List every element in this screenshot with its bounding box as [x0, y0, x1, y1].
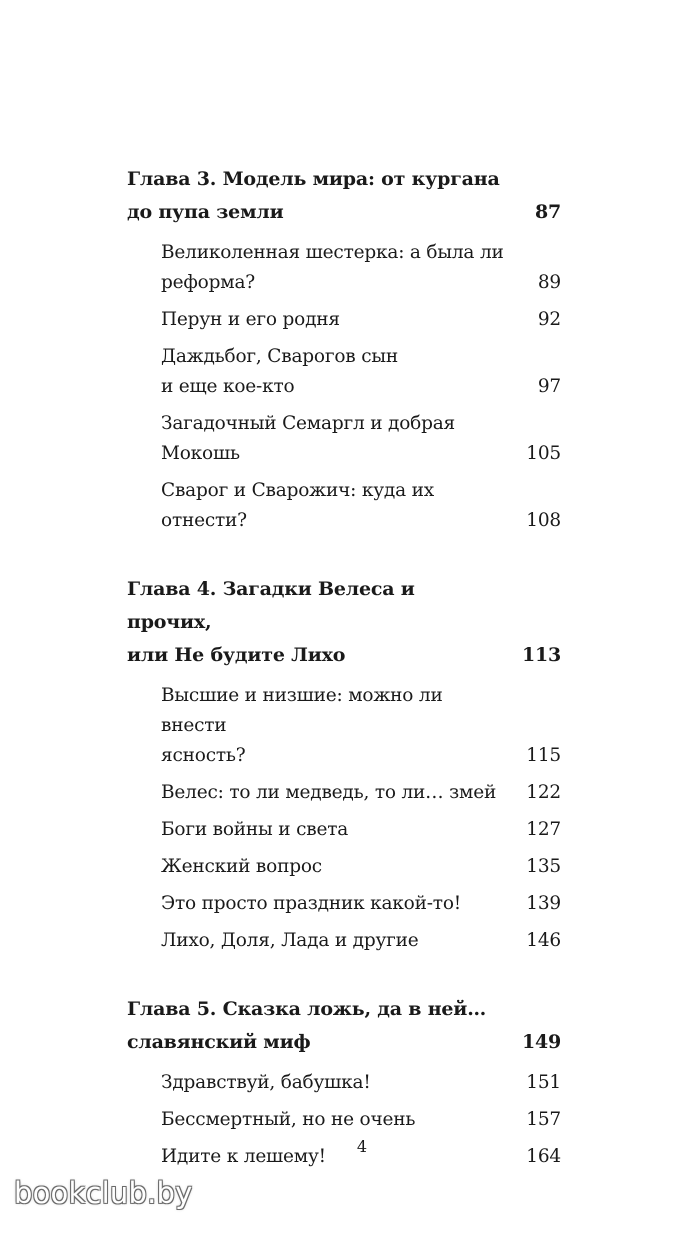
toc-entry [127, 238, 561, 298]
chapter-title-line: до пупа земли [127, 201, 284, 223]
entry-line: Это просто праздник какой-то! [161, 893, 462, 914]
entry-line: Женский вопрос [161, 856, 322, 877]
entry-line: Мокошь [161, 443, 240, 464]
entry-line: Сварог и Сварожич: куда их отнести? [161, 480, 434, 531]
entry-page-number: 164 [526, 1146, 561, 1167]
entry-page-number: 92 [537, 309, 561, 330]
entry-line: реформа? [161, 272, 255, 293]
entry-line: Великоленная шестерка: а была ли [161, 242, 504, 263]
entry-line: Бессмертный, но не очень [161, 1109, 416, 1130]
entry-page-number: 115 [526, 745, 561, 766]
entry-line: Здравствуй, бабушка! [161, 1072, 371, 1093]
entry-page-number: 146 [526, 930, 561, 951]
chapter-4 [127, 573, 561, 956]
toc-entry [127, 852, 561, 882]
entry-line: ясность? [161, 745, 246, 766]
chapter-title-line: Глава 5. Сказка ложь, да в ней… [127, 998, 487, 1020]
entry-line: Идите к лешему! [161, 1146, 326, 1167]
toc-entry [127, 1068, 561, 1098]
toc-entry [127, 926, 561, 956]
entry-page-number: 89 [537, 272, 561, 293]
toc-entry [127, 681, 561, 771]
chapter-title-line: Глава 4. Загадки Велеса и прочих, [127, 578, 415, 633]
chapter-title [127, 163, 561, 229]
chapter-entries [127, 672, 561, 956]
entry-line: Боги войны и света [161, 819, 349, 840]
chapter-title-line: Глава 3. Модель мира: от кургана [127, 168, 500, 190]
toc-entry [127, 409, 561, 469]
entry-line: и еще кое-кто [161, 376, 295, 397]
toc-entry [127, 1105, 561, 1135]
chapter-title-line: славянский миф [127, 1031, 311, 1053]
entry-page-number: 139 [526, 893, 561, 914]
entry-line: Высшие и низшие: можно ли внести [161, 685, 443, 736]
toc-entry [127, 305, 561, 335]
toc-entry [127, 889, 561, 919]
toc-entry [127, 778, 561, 808]
entry-page-number: 135 [526, 856, 561, 877]
chapter-title-line: или Не будите Лихо [127, 644, 346, 666]
entry-line: Лихо, Доля, Лада и другие [161, 930, 419, 951]
entry-page-number: 157 [526, 1109, 561, 1130]
chapter-title [127, 573, 561, 672]
entry-line: Даждьбог, Сварогов сын [161, 346, 399, 367]
entry-page-number: 105 [526, 443, 561, 464]
entry-page-number: 151 [526, 1072, 561, 1093]
chapter-page-number: 113 [521, 644, 561, 666]
table-of-contents [127, 163, 561, 1172]
chapter-entries [127, 229, 561, 536]
entry-line: Велес: то ли медведь, то ли… змей [161, 782, 497, 803]
entry-page-number: 127 [526, 819, 561, 840]
toc-entry [127, 815, 561, 845]
chapter-title [127, 993, 561, 1059]
toc-entry [127, 342, 561, 402]
chapter-3 [127, 163, 561, 536]
entry-page-number: 122 [526, 782, 561, 803]
entry-line: Загадочный Семаргл и добрая [161, 413, 456, 434]
entry-page-number: 97 [537, 376, 561, 397]
watermark: bookclub.by [14, 1176, 193, 1210]
page-number: 4 [356, 1137, 368, 1156]
toc-entry [127, 476, 561, 536]
chapter-page-number: 149 [521, 1031, 561, 1053]
entry-page-number: 108 [526, 510, 561, 531]
chapter-page-number: 87 [534, 201, 561, 223]
entry-line: Перун и его родня [161, 309, 340, 330]
